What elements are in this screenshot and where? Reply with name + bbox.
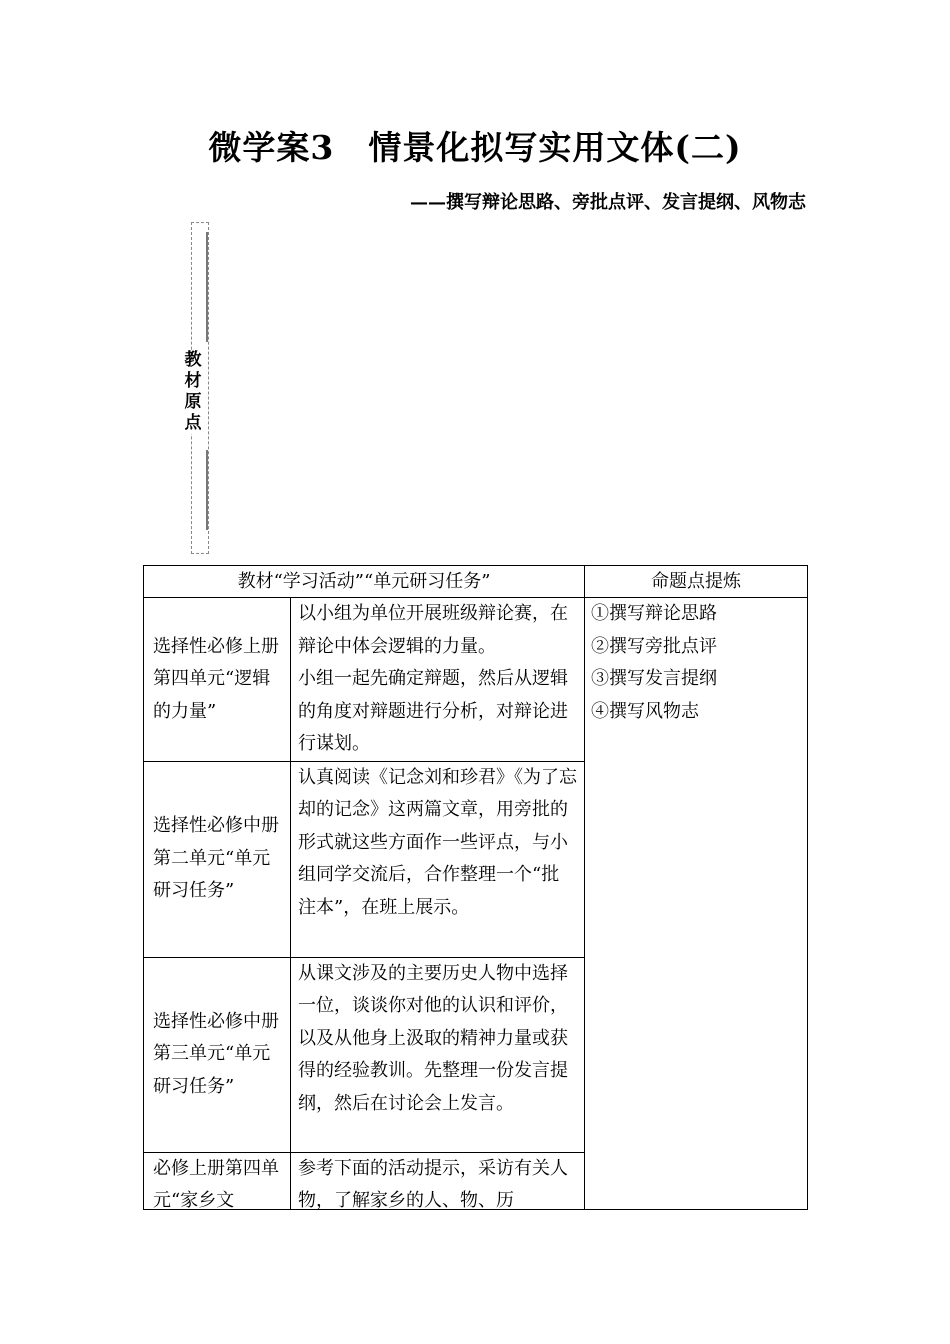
textbook-table-container (143, 565, 808, 1210)
activity-cell (291, 761, 585, 957)
point-item: ④撰写风物志 (591, 700, 699, 722)
side-label-char: 教 (184, 350, 202, 370)
side-label-char: 材 (184, 371, 202, 391)
activity-paragraph: 以小组为单位开展班级辩论赛，在辩论中体会逻辑的力量。 (298, 603, 568, 657)
activity-paragraph: 小组一起先确定辩题，然后从逻辑的角度对辩题进行分析，对辩论进行谋划。 (298, 668, 568, 754)
activity-paragraph: 认真阅读《记念刘和珍君》《为了忘却的记念》这两篇文章，用旁批的形式就这些方面作一些评点，与小组同学交流后，合作整理一个“批注本”，在班上展示。 (298, 766, 577, 918)
activity-cell (291, 957, 585, 1152)
side-label-char: 点 (184, 413, 202, 433)
page-title: 微学案3 情景化拟写实用文体(二) (208, 128, 742, 167)
points-cell (585, 598, 808, 1211)
activity-cell (291, 598, 585, 762)
side-tab-label (181, 350, 205, 434)
textbook-table (143, 565, 808, 1210)
header-activities: 教材“学习活动”“单元研习任务” (144, 566, 585, 598)
table-row (144, 598, 808, 762)
side-tab-line-top (206, 232, 208, 342)
side-tab-line-bottom (206, 450, 208, 530)
point-item: ③撰写发言提纲 (591, 668, 717, 689)
source-cell: 选择性必修上册第四单元“逻辑的力量” (144, 598, 291, 762)
header-points: 命题点提炼 (585, 566, 808, 598)
activity-paragraph: 从课文涉及的主要历史人物中选择一位，谈谈你对他的认识和评价，以及从他身上汲取的精神力量或获得的经验教训。先整理一份发言提纲，然后在讨论会上发言。 (298, 962, 568, 1114)
source-cell: 选择性必修中册第二单元“单元研习任务” (144, 761, 291, 957)
source-cell: 选择性必修中册第三单元“单元研习任务” (144, 957, 291, 1152)
point-item: ②撰写旁批点评 (591, 635, 717, 657)
activity-cell (291, 1152, 585, 1210)
table-header-row (144, 566, 808, 598)
source-cell: 必修上册第四单元“家乡文 (144, 1152, 291, 1210)
activity-paragraph: 参考下面的活动提示，采访有关人物，了解家乡的人、物、历 (298, 1157, 568, 1210)
point-item: ①撰写辩论思路 (591, 603, 717, 624)
side-label-char: 原 (184, 392, 202, 412)
page-subtitle: ——撰写辩论思路、旁批点评、发言提纲、风物志 (410, 192, 806, 213)
